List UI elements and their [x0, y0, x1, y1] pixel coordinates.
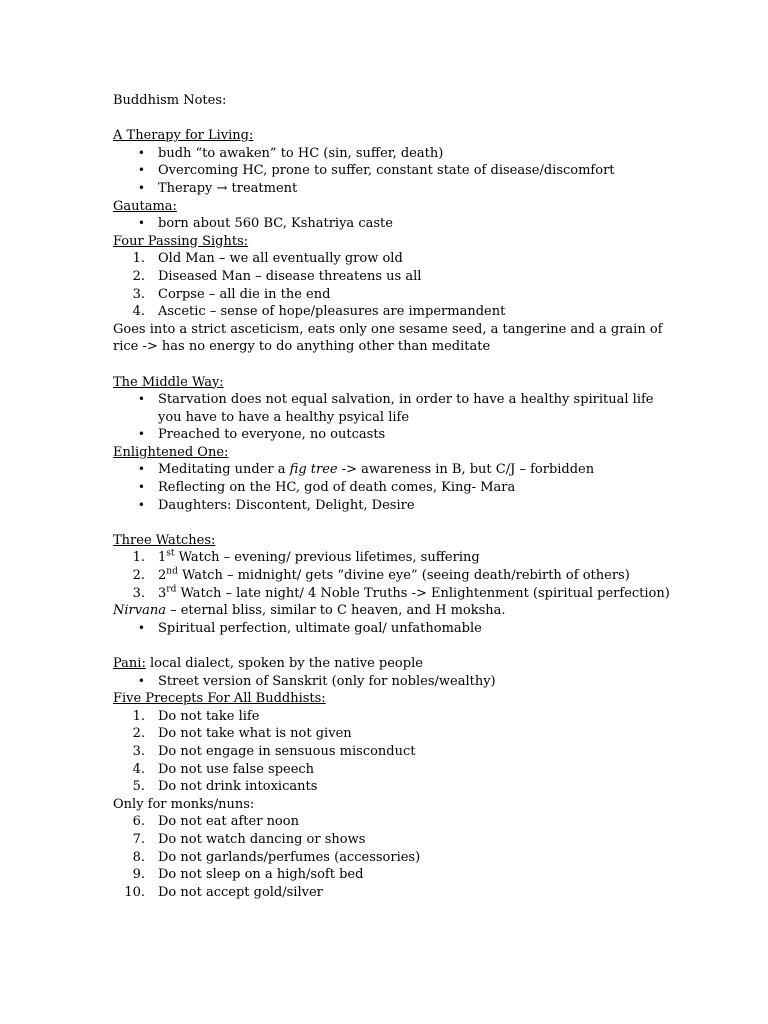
list-item: • Daughters: Discontent, Delight, Desire — [113, 497, 673, 515]
pani-heading: Pani: — [113, 656, 146, 671]
pani-line: Pani: local dialect, spoken by the native people — [113, 656, 423, 671]
bullet-marker: • — [137, 427, 145, 442]
bullet-marker: • — [137, 392, 145, 407]
list-item: 8. Do not garlands/perfumes (accessories) — [132, 849, 421, 865]
list-item: • Preached to everyone, no outcasts — [113, 426, 673, 444]
list-item-continuation: you have to have a healthy psyical life — [158, 409, 410, 425]
list-item: 2. Do not take what is not given — [132, 726, 352, 742]
list-item: 9. Do not sleep on a high/soft bed — [132, 867, 364, 883]
precepts-heading: Five Precepts For All Buddhists: — [113, 691, 326, 707]
bullet-marker: • — [137, 497, 145, 512]
notes-page — [113, 92, 673, 901]
bullet-marker: • — [137, 673, 145, 688]
list-item: 4. Ascetic – sense of hope/pleasures are impermandent — [132, 304, 506, 320]
bullet-marker: • — [137, 620, 145, 635]
bullet-marker: • — [137, 480, 145, 495]
list-item: • budh “to awaken” to HC (sin, suffer, death) — [113, 145, 673, 163]
list-item: • born about 560 BC, Kshatriya caste — [113, 215, 673, 233]
list-item: • Street version of Sanskrit (only for nobles/wealthy) — [113, 673, 673, 691]
enlightened-heading: Enlightened One: — [113, 444, 229, 460]
arrow-icon: → — [216, 180, 228, 196]
middle-way-heading: The Middle Way: — [113, 374, 224, 390]
gautama-heading: Gautama: — [113, 198, 177, 214]
list-item: 3. Corpse – all die in the end — [132, 286, 331, 302]
therapy-heading: A Therapy for Living: — [113, 128, 254, 144]
list-item: 2. 2nd Watch – midnight/ gets “divine eye” (seeing death/rebirth of others) — [132, 566, 630, 584]
page-title: Buddhism Notes: — [113, 93, 227, 108]
sights-heading: Four Passing Sights: — [113, 233, 249, 249]
list-item: 1. 1st Watch – evening/ previous lifetimes, suffering — [132, 549, 480, 566]
list-item: • Reflecting on the HC, god of death comes, King- Mara — [113, 479, 673, 497]
watches-heading: Three Watches: — [113, 532, 216, 548]
list-item: • Spiritual perfection, ultimate goal/ unfathomable — [113, 620, 673, 638]
list-item: 2. Diseased Man – disease threatens us all — [132, 268, 422, 284]
list-item: • Therapy → treatment — [113, 180, 673, 198]
list-item: • Overcoming HC, prone to suffer, constant state of disease/discomfort — [113, 162, 673, 180]
bullet-marker: • — [137, 145, 145, 160]
list-item: 10. Do not accept gold/silver — [124, 884, 323, 900]
list-item: 5. Do not drink intoxicants — [132, 779, 318, 795]
monks-heading: Only for monks/nuns: — [113, 796, 255, 812]
list-item: 3. 3rd Watch – late night/ 4 Noble Truths -> Enlightenment (spiritual perfection) — [132, 584, 670, 601]
list-item: 7. Do not watch dancing or shows — [132, 831, 366, 847]
list-item: 1. Do not take life — [132, 708, 260, 724]
paragraph-line: rice -> has no energy to do anything other than meditate — [113, 339, 491, 355]
paragraph-line: Goes into a strict asceticism, eats only one sesame seed, a tangerine and a grain of — [113, 321, 663, 337]
list-item: • Meditating under a fig tree -> awareness in B, but C/J – forbidden — [113, 461, 673, 479]
list-item: • Starvation does not equal salvation, in order to have a healthy spiritual life — [113, 391, 673, 409]
bullet-marker: • — [137, 462, 145, 477]
bullet-marker: • — [137, 216, 145, 231]
bullet-marker: • — [137, 163, 145, 178]
bullet-marker: • — [137, 180, 145, 195]
list-item: 4. Do not use false speech — [132, 761, 315, 777]
list-item: 1. Old Man – we all eventually grow old — [132, 251, 403, 267]
nirvana-line: Nirvana – eternal bliss, similar to C heaven, and H moksha. — [113, 603, 506, 619]
list-item: 3. Do not engage in sensuous misconduct — [132, 743, 416, 759]
list-item: 6. Do not eat after noon — [132, 814, 299, 830]
